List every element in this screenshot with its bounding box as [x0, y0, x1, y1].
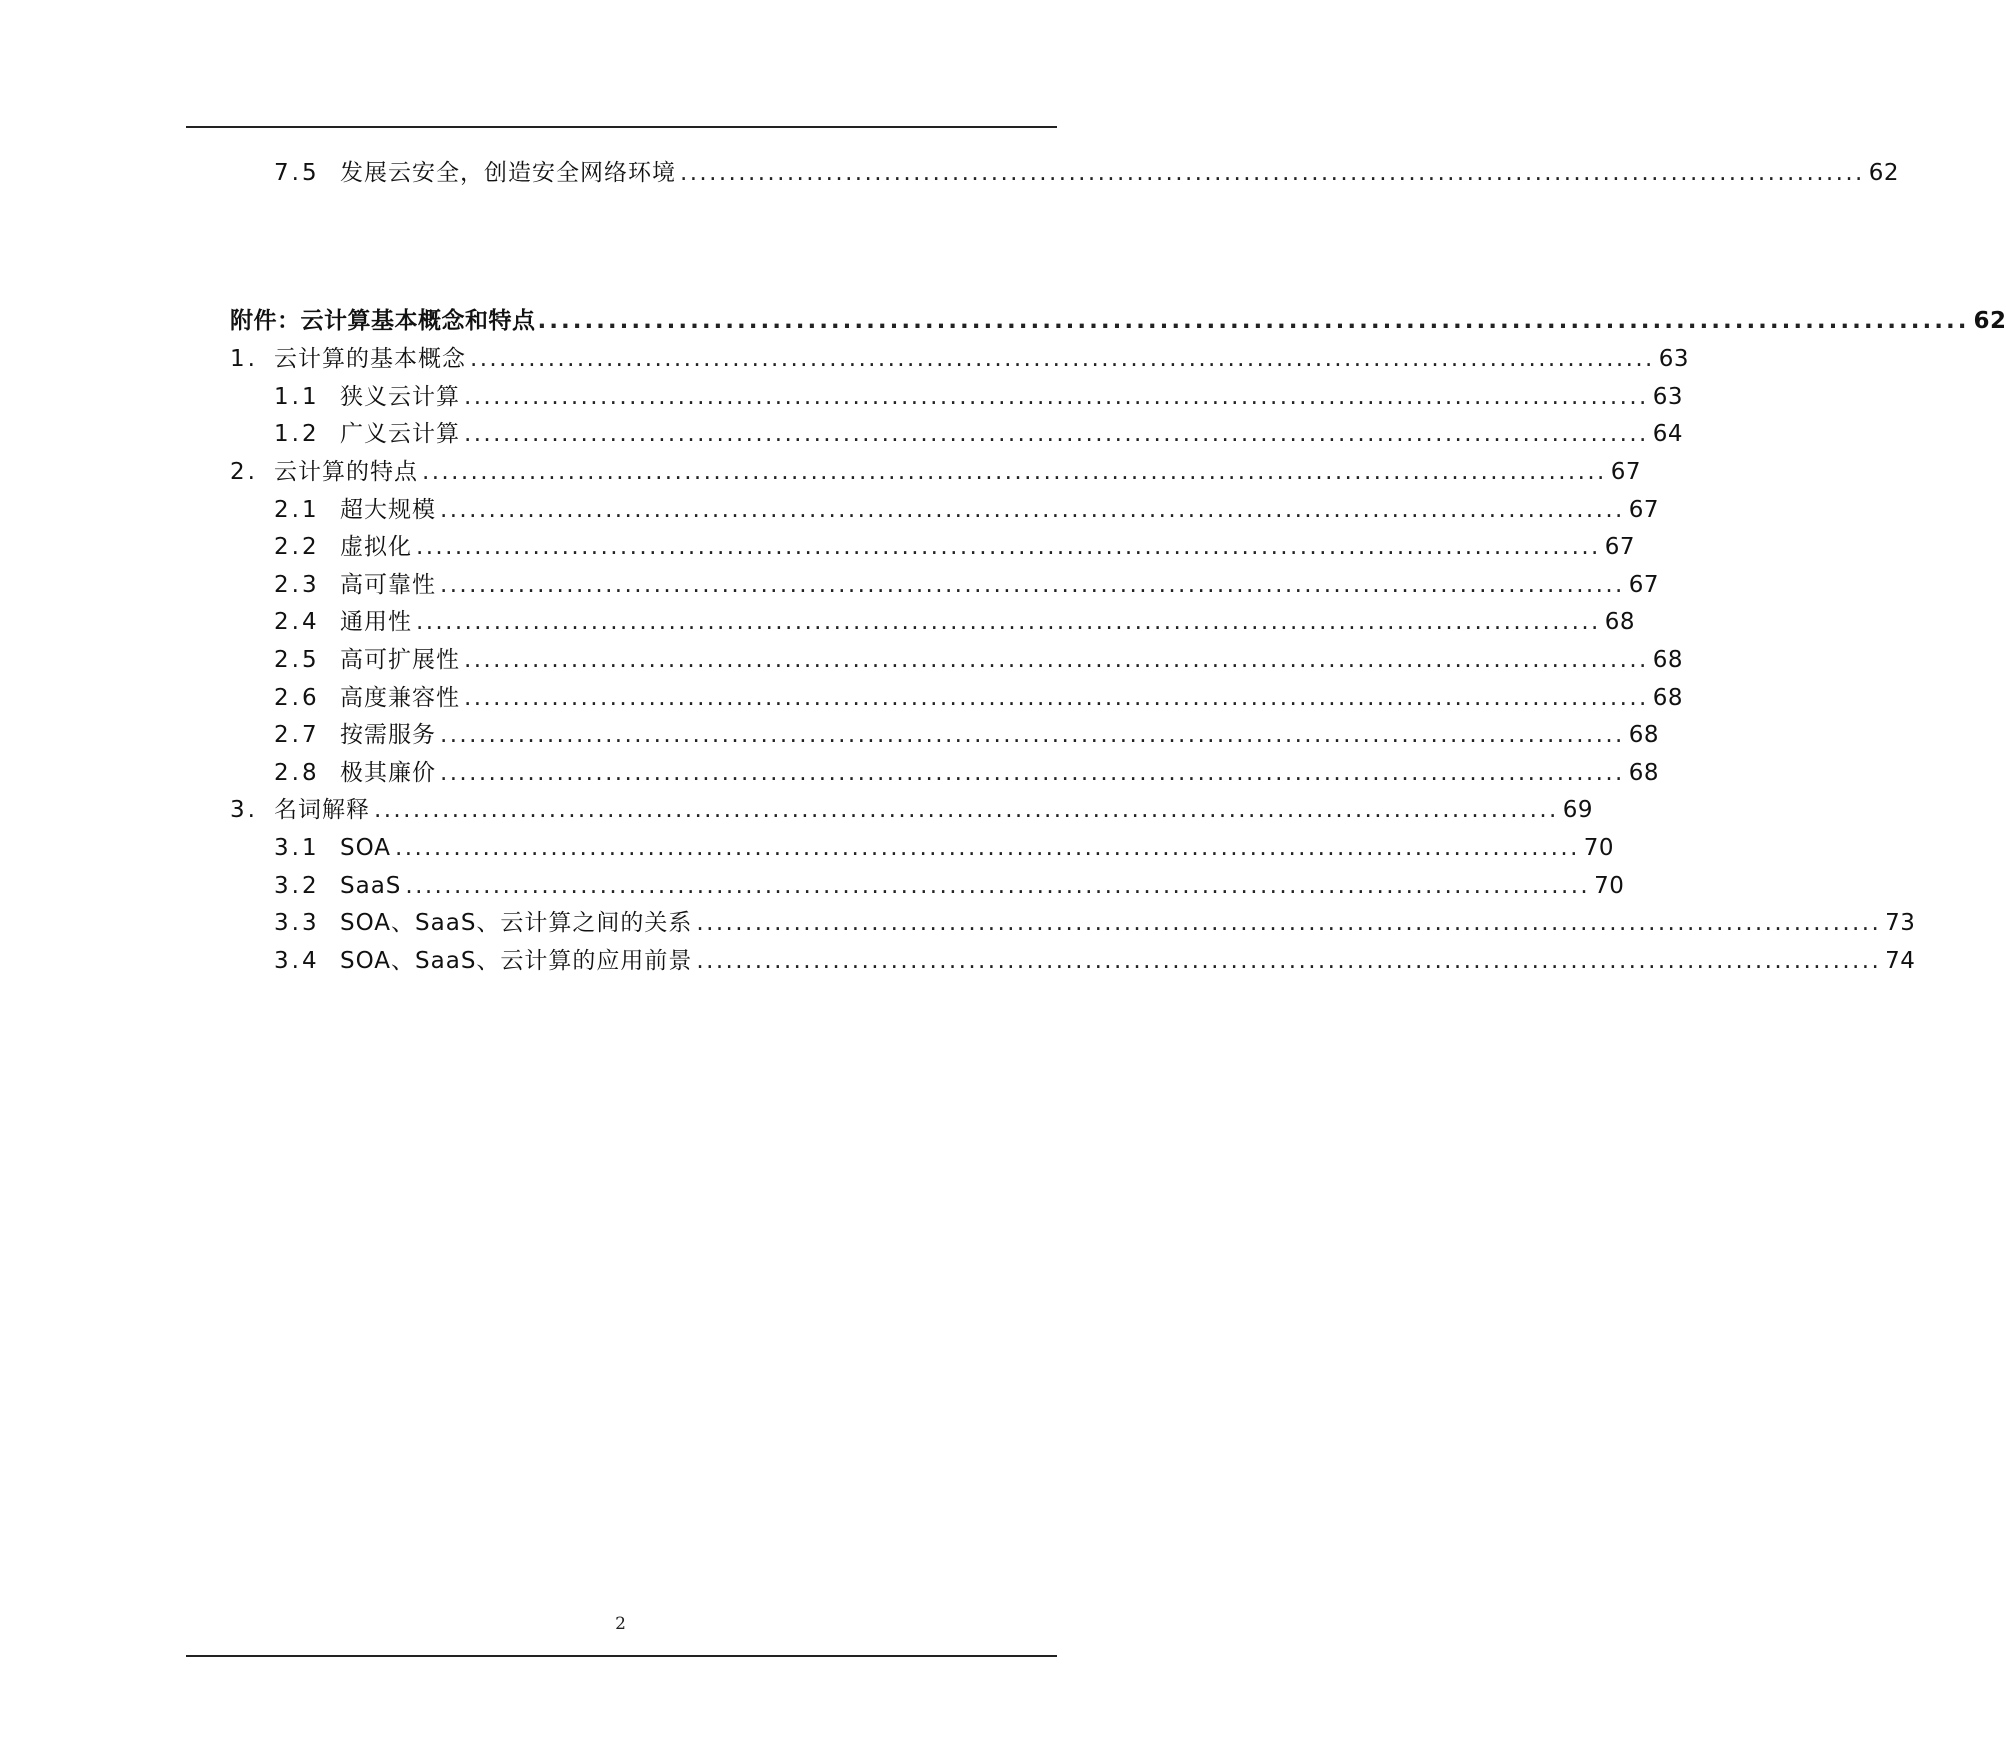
toc-entry-page: 73 [1885, 910, 1916, 936]
footer-rule [186, 1655, 1057, 1657]
toc-entry-2-6[interactable] [274, 681, 1684, 715]
toc-entry-1-2[interactable] [274, 417, 1684, 451]
toc-entry-title: SOA、SaaS、云计算之间的关系 [340, 910, 693, 936]
toc-entry-page: 64 [1652, 421, 1684, 447]
toc-leader-dots: .......................................................................................................................... [464, 384, 1649, 410]
toc-entry-appendix[interactable] [230, 304, 2006, 338]
toc-entry-page: 70 [1583, 835, 1615, 861]
toc-entry-2[interactable] [230, 455, 1642, 489]
toc-leader-dots: .......................................................................................................................... [696, 948, 1882, 974]
toc-entry-page: 68 [1652, 685, 1684, 711]
toc-entry-2-5[interactable] [274, 643, 1684, 677]
toc-leader-dots: .......................................................................................................................... [470, 346, 1655, 372]
toc-entry-title: 附件：云计算基本概念和特点 [230, 308, 536, 334]
toc-entry-page: 67 [1628, 572, 1660, 598]
toc-entry-number: 3.3 [274, 910, 320, 936]
toc-entry-title: 通用性 [340, 609, 412, 635]
header-rule [186, 126, 1057, 128]
toc-entry-title: 高度兼容性 [340, 685, 460, 711]
toc-entry-3-4[interactable] [274, 944, 1916, 978]
toc-entry-number: 3. [230, 797, 258, 823]
toc-leader-dots: .......................................................................................................................... [696, 910, 1882, 936]
toc-entry-number: 1.1 [274, 384, 320, 410]
toc-entry-3-1[interactable] [274, 831, 1615, 865]
toc-leader-dots: .......................................................................................................................... [537, 308, 1970, 334]
toc-entry-number: 2.4 [274, 609, 320, 635]
toc-entry-2-7[interactable] [274, 718, 1660, 752]
toc-entry-title: 狭义云计算 [340, 384, 460, 410]
toc-entry-number: 1. [230, 346, 258, 372]
toc-entry-page: 68 [1628, 760, 1660, 786]
toc-entry-number: 2.3 [274, 572, 320, 598]
toc-leader-dots: .......................................................................................................................... [405, 873, 1591, 899]
toc-entry-page: 68 [1604, 609, 1636, 635]
toc-entry-title: SOA、SaaS、云计算的应用前景 [340, 948, 693, 974]
toc-entry-page: 67 [1604, 534, 1636, 560]
toc-entry-title: 极其廉价 [340, 760, 436, 786]
toc-entry-3[interactable] [230, 793, 1594, 827]
toc-entry-number: 2.1 [274, 497, 320, 523]
toc-entry-1[interactable] [230, 342, 1690, 376]
toc-entry-title: 高可靠性 [340, 572, 436, 598]
toc-entry-title: 虚拟化 [340, 534, 412, 560]
toc-leader-dots: .......................................................................................................................... [395, 835, 1580, 861]
toc-entry-page: 67 [1610, 459, 1642, 485]
toc-entry-title: 云计算的特点 [274, 459, 418, 485]
toc-entry-number: 7.5 [274, 160, 320, 186]
toc-entry-title: 名词解释 [274, 797, 370, 823]
toc-leader-dots: .......................................................................................................................... [440, 760, 1625, 786]
toc-entry-title: 超大规模 [340, 497, 436, 523]
toc-entry-page: 68 [1628, 722, 1660, 748]
toc-entry-3-2[interactable] [274, 869, 1625, 903]
toc-entry-title: 发展云安全，创造安全网络环境 [340, 160, 676, 186]
toc-entry-page: 74 [1885, 948, 1916, 974]
page-number: 2 [615, 1614, 626, 1634]
toc-leader-dots: .......................................................................................................................... [680, 160, 1865, 186]
toc-entry-title: SOA [340, 835, 392, 861]
toc-leader-dots: .......................................................................................................................... [464, 685, 1649, 711]
toc-entry-page: 62 [1868, 160, 1900, 186]
toc-entry-page: 67 [1628, 497, 1660, 523]
toc-entry-page: 70 [1594, 873, 1625, 899]
toc-entry-title: 按需服务 [340, 722, 436, 748]
toc-entry-title: 广义云计算 [340, 421, 460, 447]
toc-entry-2-4[interactable] [274, 605, 1636, 639]
toc-entry-number: 2.7 [274, 722, 320, 748]
toc-entry-title: SaaS [340, 873, 402, 899]
toc-entry-number: 2.8 [274, 760, 320, 786]
toc-entry-number: 3.2 [274, 873, 320, 899]
toc-entry-number: 2. [230, 459, 258, 485]
toc-leader-dots: .......................................................................................................................... [440, 497, 1625, 523]
toc-entry-2-8[interactable] [274, 756, 1660, 790]
toc-entry-3-3[interactable] [274, 906, 1916, 940]
toc-entry-page: 63 [1658, 346, 1690, 372]
toc-entry-page: 62 [1973, 308, 2006, 334]
toc-leader-dots: .......................................................................................................................... [422, 459, 1607, 485]
toc-leader-dots: .......................................................................................................................... [416, 609, 1601, 635]
toc-leader-dots: .......................................................................................................................... [464, 647, 1649, 673]
toc-leader-dots: .......................................................................................................................... [374, 797, 1559, 823]
toc-leader-dots: .......................................................................................................................... [440, 722, 1625, 748]
toc-entry-title: 高可扩展性 [340, 647, 460, 673]
toc-leader-dots: .......................................................................................................................... [440, 572, 1625, 598]
toc-entry-page: 63 [1652, 384, 1684, 410]
toc-entry-number: 2.5 [274, 647, 320, 673]
toc-entry-number: 2.2 [274, 534, 320, 560]
toc-leader-dots: .......................................................................................................................... [464, 421, 1649, 447]
toc-leader-dots: .......................................................................................................................... [416, 534, 1601, 560]
toc-entry-2-3[interactable] [274, 568, 1660, 602]
toc-entry-7-5[interactable] [274, 156, 1900, 190]
toc-entry-2-1[interactable] [274, 493, 1660, 527]
toc-entry-number: 2.6 [274, 685, 320, 711]
toc-entry-number: 3.1 [274, 835, 320, 861]
toc-entry-title: 云计算的基本概念 [274, 346, 466, 372]
toc-entry-page: 69 [1562, 797, 1594, 823]
toc-entry-page: 68 [1652, 647, 1684, 673]
toc-entry-1-1[interactable] [274, 380, 1684, 414]
toc-entry-number: 1.2 [274, 421, 320, 447]
toc-entry-number: 3.4 [274, 948, 320, 974]
toc-entry-2-2[interactable] [274, 530, 1636, 564]
